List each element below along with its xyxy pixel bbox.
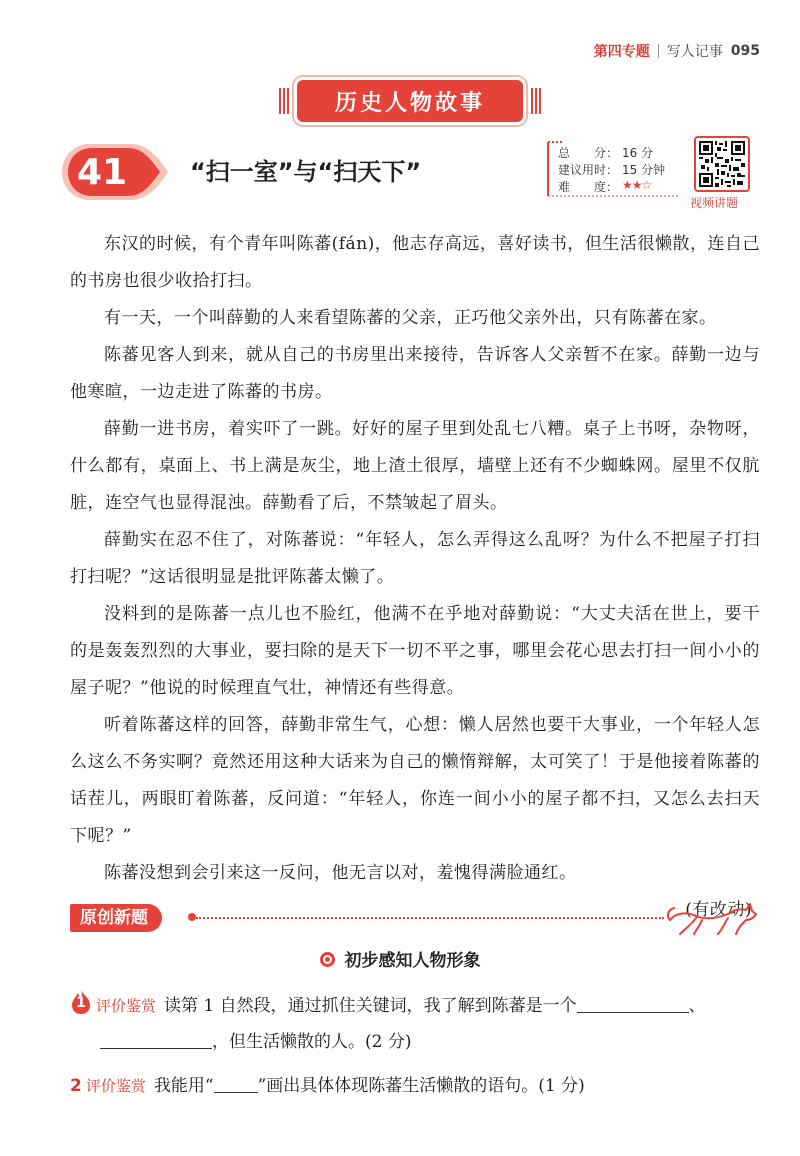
article: [70, 226, 760, 929]
info-score-row: [558, 144, 653, 161]
page-number: 095: [730, 43, 760, 59]
score-label: 总 分：: [558, 146, 619, 160]
paragraph: 没料到的是陈蕃一点儿也不脸红，他满不在乎地对薛勤说：“大丈夫活在世上，要干的是轰轰烈烈的大事业，要扫除的是天下一切不平之事，哪里会花心思去打扫一间小小的屋子呢？”他说的时候理直气壮，神情还有些得意。: [70, 604, 760, 698]
header-divider: [658, 44, 659, 58]
paragraph: 陈蕃没想到会引来这一反问，他无言以对，羞愧得满脸通红。: [104, 863, 577, 883]
info-difficulty-row: [558, 178, 651, 195]
header-unit-name: 写人记事: [666, 44, 723, 60]
time-label: 建议用时：: [558, 163, 619, 177]
running-cat-icon: [666, 900, 758, 936]
section-dot-icon: [188, 913, 196, 921]
time-value: 15 分钟: [622, 163, 666, 177]
source-note: (有改动): [685, 900, 752, 920]
question-category: 评价鉴赏: [85, 1077, 146, 1095]
story-number: 41: [76, 151, 128, 193]
difficulty-stars: ★★☆: [622, 178, 652, 192]
section-tag: 原创新题: [70, 904, 162, 932]
qr-code-icon: [699, 141, 745, 187]
banner-stripe-left: [279, 88, 289, 114]
question-text: ，但生活懒散的人。(2 分): [212, 1032, 412, 1052]
question-text: ”画出具体体现陈蕃生活懒散的语句。(1 分): [257, 1076, 585, 1096]
question-number: 1: [70, 989, 92, 1015]
question-text: 读第 1 自然段，通过抓住关键词，我了解到陈蕃是一个: [164, 996, 577, 1016]
answer-blank[interactable]: [100, 1031, 212, 1049]
page-header: [594, 40, 760, 62]
section-bar: [70, 900, 760, 936]
paragraph: 东汉的时候，有个青年叫陈蕃(fán)，他志存高远，喜好读书，但生活很懒散，连自己的书房也很少收拾打扫。: [70, 234, 760, 291]
target-icon: [320, 952, 335, 967]
info-time-row: [558, 161, 665, 178]
sub-heading-text: 初步感知人物形象: [344, 951, 481, 971]
category-banner: [297, 80, 523, 122]
banner-stripe-right: [531, 88, 541, 114]
banner-title: 历史人物故事: [334, 90, 485, 116]
paragraph: 薛勤实在忍不住了，对陈蕃说：“年轻人，怎么弄得这么乱呀？为什么不把屋子打扫打扫呢？”这话很明显是批评陈蕃太懒了。: [70, 530, 760, 587]
score-value: 16 分: [622, 146, 654, 160]
info-box: [540, 138, 686, 200]
story-number-badge: [58, 140, 170, 204]
story-title: “扫一室”与“扫天下”: [190, 158, 422, 186]
paragraph: 薛勤一进书房，着实吓了一跳。好好的屋子里到处乱七八糟。桌子上书呀，杂物呀，什么都有，桌面上、书上满是灰尘，地上渣土很厚，墙壁上还有不少蜘蛛网。屋里不仅肮脏，连空气也显得混浊。薛勤看了后，不禁皱起了眉头。: [70, 419, 760, 513]
header-topic: 第四专题: [593, 44, 650, 60]
answer-blank[interactable]: [577, 995, 689, 1013]
section-divider: [196, 917, 664, 919]
paragraph: 陈蕃见客人到来，就从自己的书房里出来接待，告诉客人父亲暂不在家。薛勤一边与他寒暄，一边走进了陈蕃的书房。: [70, 345, 760, 402]
paragraph: 有一天，一个叫薛勤的人来看望陈蕃的父亲，正巧他父亲外出，只有陈蕃在家。: [104, 308, 717, 328]
question-text: 我能用“: [153, 1076, 214, 1096]
question-separator: 、: [688, 996, 706, 1016]
question-2: [70, 1068, 760, 1104]
question-category: 评价鉴赏: [96, 997, 157, 1015]
question-1: [70, 988, 760, 1060]
qr-code[interactable]: [694, 136, 750, 192]
difficulty-label: 难 度：: [558, 180, 619, 194]
answer-blank[interactable]: [214, 1075, 258, 1093]
sub-heading: [0, 946, 800, 971]
qr-label: 视频讲题: [690, 196, 739, 210]
paragraph: 听着陈蕃这样的回答，薛勤非常生气，心想：懒人居然也要干大事业，一个年轻人怎么这么不务实啊？竟然还用这种大话来为自己的懒惰辩解，太可笑了！于是他接着陈蕃的话茬儿，两眼盯着陈蕃，反问道：“年轻人，你连一间小小的屋子都不扫，又怎么去扫天下呢？”: [70, 715, 760, 846]
question-number: 2: [70, 1076, 82, 1096]
